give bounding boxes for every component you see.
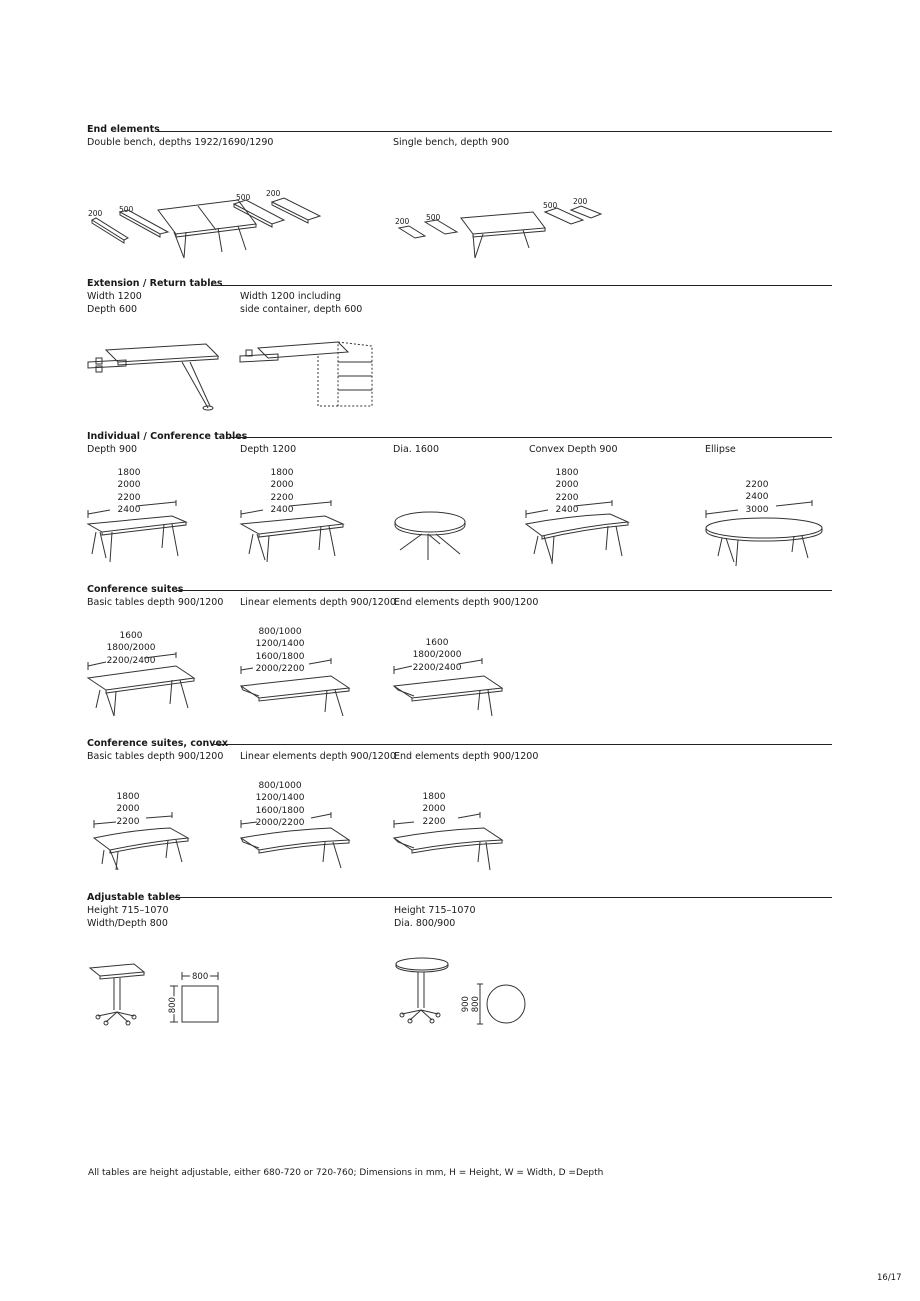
dim-label: 500 (426, 213, 441, 222)
section-title-end-elements: End elements (87, 124, 160, 135)
dim-stack-depth-1200: 1800 2000 2200 2400 (270, 468, 294, 515)
caption-adjustable-round: Height 715–1070 Dia. 800/900 (394, 905, 476, 929)
caption-dia-1600: Dia. 1600 (393, 444, 439, 455)
caption-depth-1200: Depth 1200 (240, 444, 297, 455)
caption-linear-convex: Linear elements depth 900/1200 (240, 751, 396, 762)
dim-label: 200 (395, 217, 410, 226)
suite-end-drawing (392, 660, 506, 720)
page-number: 16/17 (877, 1273, 902, 1283)
section-rule (229, 437, 832, 438)
section-rule (211, 285, 832, 286)
caption-double-bench: Double bench, depths 1922/1690/1290 (87, 137, 274, 148)
suite-linear-drawing (239, 660, 353, 720)
dim-label: 200 (266, 189, 281, 198)
caption-depth-900: Depth 900 (87, 444, 138, 455)
caption-linear: Linear elements depth 900/1200 (240, 597, 396, 608)
section-rule (175, 897, 832, 898)
table-convex-drawing (524, 500, 636, 568)
dim-stack-ellipse: 2200 2400 3000 (745, 480, 769, 515)
dim-stack-linear-convex: 800/1000 1200/1400 1600/1800 2000/2200 (255, 781, 305, 828)
double-bench-drawing (88, 188, 328, 268)
section-rule (214, 744, 832, 745)
caption-convex: Convex Depth 900 (529, 444, 618, 455)
section-rule (176, 590, 832, 591)
dim-stack-end-convex: 1800 2000 2200 (422, 792, 446, 827)
caption-single-bench: Single bench, depth 900 (393, 137, 510, 148)
dim-stack-convex: 1800 2000 2200 2400 (555, 468, 579, 515)
caption-ellipse: Ellipse (705, 444, 736, 455)
caption-basic: Basic tables depth 900/1200 (87, 597, 224, 608)
dim-stack-basic-convex: 1800 2000 2200 (116, 792, 140, 827)
table-depth-1200-drawing (239, 500, 351, 568)
single-bench-drawing (395, 198, 605, 264)
table-ellipse-drawing (704, 500, 828, 570)
section-title-adjustable: Adjustable tables (87, 892, 181, 903)
dim-round-outer: 900 (460, 996, 471, 1013)
dim-square-width: 800 (192, 972, 209, 982)
dim-stack-depth-900: 1800 2000 2200 2400 (117, 468, 141, 515)
adjustable-square-table-drawing (88, 960, 158, 1028)
suite-basic-convex-drawing (92, 814, 196, 874)
dim-label: 500 (119, 205, 134, 214)
caption-basic-convex: Basic tables depth 900/1200 (87, 751, 224, 762)
dim-label: 500 (543, 201, 558, 210)
dim-round-inner: 800 (470, 996, 481, 1013)
section-rule (156, 131, 832, 132)
section-title-extension: Extension / Return tables (87, 278, 223, 289)
caption-extension-1: Width 1200 Depth 600 (87, 291, 142, 315)
dim-label: 200 (573, 197, 588, 206)
round-plan-drawing (476, 982, 528, 1028)
extension-table-drawing (86, 334, 226, 414)
table-round-drawing (392, 508, 472, 568)
dim-square-depth: 800 (167, 997, 178, 1014)
caption-end: End elements depth 900/1200 (394, 597, 539, 608)
suite-basic-drawing (86, 652, 200, 720)
table-depth-900-drawing (86, 500, 196, 568)
caption-extension-2: Width 1200 including side container, depth 600 (240, 291, 363, 315)
suite-linear-convex-drawing (239, 812, 353, 874)
caption-end-convex: End elements depth 900/1200 (394, 751, 539, 762)
section-title-suites-convex: Conference suites, convex (87, 738, 229, 749)
dim-label: 500 (236, 193, 251, 202)
adjustable-round-table-drawing (394, 956, 464, 1026)
dim-stack-basic: 1600 1800/2000 2200/2400 (106, 631, 156, 666)
section-title-suites: Conference suites (87, 584, 184, 595)
dim-label: 200 (88, 209, 103, 218)
dim-stack-end: 1600 1800/2000 2200/2400 (412, 638, 462, 673)
footnote: All tables are height adjustable, either 680-720 or 720-760; Dimensions in mm, H = Height, W = Width, D =Depth (88, 1168, 604, 1178)
suite-end-convex-drawing (392, 812, 506, 874)
dim-stack-linear: 800/1000 1200/1400 1600/1800 2000/2200 (255, 627, 305, 674)
section-title-individual: Individual / Conference tables (87, 431, 248, 442)
caption-adjustable-square: Height 715–1070 Width/Depth 800 (87, 905, 169, 929)
extension-container-drawing (238, 334, 378, 414)
